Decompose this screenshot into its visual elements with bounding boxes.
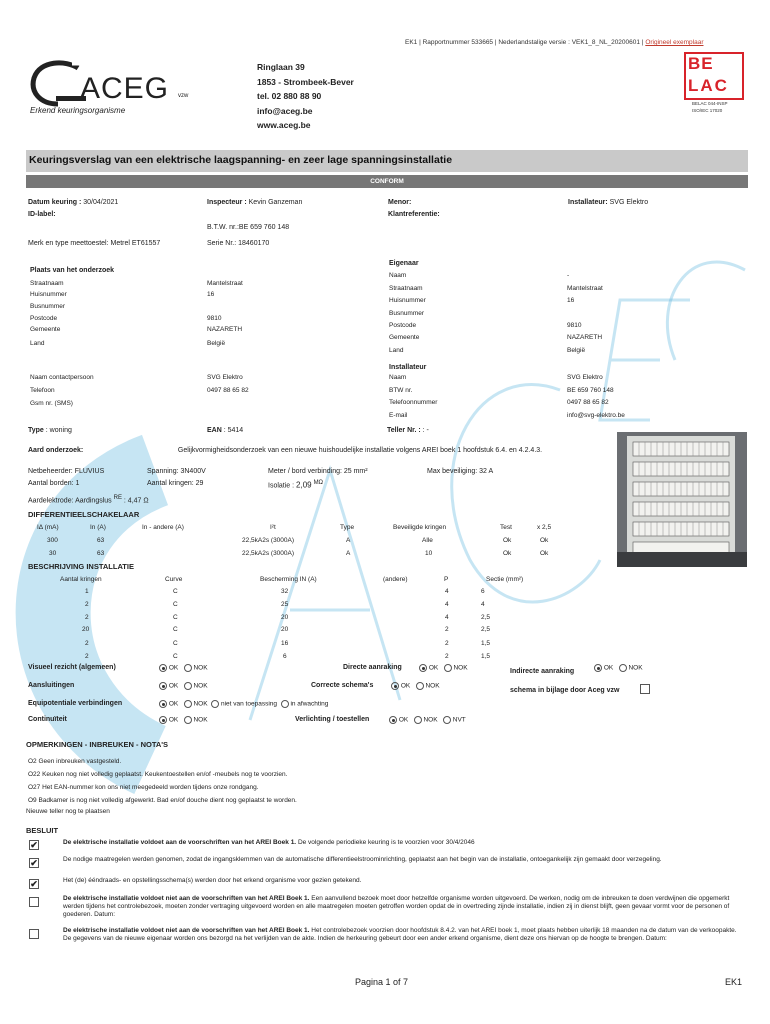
radio-indirecte-ok[interactable] [594,664,602,672]
installateur-title: Installateur [389,364,427,371]
radio-visueel-nok[interactable] [184,664,192,672]
besch-cell: 2 [445,653,449,660]
ean-label: EAN [207,427,222,434]
opmerkingen-extra: Nieuwe teller nog te plaatsen [26,808,110,815]
max-beveiliging: Max beveiliging: 32 A [427,468,494,475]
besch-cell: 6 [481,588,485,595]
besluit-item-5-bold: De elektrische installatie voldoet niet aan de voorschriften van het AREI Boek 1. [63,927,310,934]
option-ok: OK [603,664,614,672]
besch-cell: C [173,601,178,608]
diff-cell: Ok [540,550,549,557]
eigenaar-label: Huisnummer [389,297,426,304]
besluit-item-1 [63,839,743,847]
check-aansluitingen-options [159,682,208,691]
installateur-row-label: Naam [389,374,407,381]
status-label: CONFORM [370,178,404,185]
option-ok: OK [168,664,179,672]
plaats-label: Postcode [30,315,58,322]
table-row [0,614,770,622]
address-website: www.aceg.be [257,120,311,130]
electrical-panel-photo [617,432,747,567]
diff-cell: Ok [503,550,512,557]
check-directe-label: Directe aanraking [343,664,402,671]
option-nvt: NVT [452,716,466,724]
belac-small-2: ISO/IEC 17020 [692,108,723,113]
eigenaar-value: NAZARETH [567,334,603,341]
isolatie-label: Isolatie : [268,482,295,490]
teller-row [387,426,429,435]
footer-code: EK1 [725,977,743,987]
isolatie-value: 2,09 [296,480,312,490]
teller-value: : - [422,427,429,434]
diff-header: Beveiligde kringen [393,524,447,531]
radio-correcte-ok[interactable] [391,682,399,690]
report-title-bar [26,150,748,172]
besch-cell: 2 [85,640,89,647]
installateur-row-label: BTW nr. [389,387,413,394]
besch-cell: C [173,653,178,660]
belac-top: BE [688,54,714,73]
plaats-value: België [207,340,226,347]
besluit-checkbox-5[interactable] [29,929,39,939]
eigenaar-label: Naam [389,272,407,279]
radio-correcte-nok[interactable] [416,682,424,690]
type-value: : woning [45,427,72,434]
address-street: Ringlaan 39 [257,62,305,72]
diff-cell: 22,5kA2s (3000A) [242,537,295,544]
diff-header: I²t [270,524,276,531]
page-number: Pagina 1 of 7 [355,977,409,987]
besch-cell: 2,5 [481,626,491,633]
diff-header-row [0,524,770,532]
option-nok: NOK [453,664,468,672]
aarde-value: : 4,47 Ω [123,497,149,505]
option-nok: NOK [193,716,208,724]
besch-header: (andere) [383,576,408,583]
eigenaar-value: - [567,272,570,279]
besch-cell: 1,5 [481,653,491,660]
aceg-logo-mark [28,60,88,108]
isolatie-unit: MΩ [313,480,324,486]
plaats-label: Straatnaam [30,280,64,287]
list-item: O27 Het EAN-nummer kon ons niet meegedeeld worden tijdens onze rondgang. [28,784,259,791]
klant-label: Klantreferentie: [388,211,440,218]
table-row [0,626,770,634]
eigenaar-label: Land [389,347,404,354]
installateur-row-label: Telefoonnummer [389,399,438,406]
check-indirecte-label: Indirecte aanraking [510,668,575,675]
original-copy-link[interactable]: Origineel exemplaar [645,39,704,46]
besluit-checkbox-2[interactable]: ✔ [30,858,38,868]
inspecteur-label: Inspecteur : [207,199,247,206]
besluit-item-2: De nodige maatregelen werden genomen, zodat de ingangsklemmen van de automatische differentieelstroominrichting, geplaatst aan het begin van de installatie, ontoegankelijk zijn gemaakt door verzegeling. [63,856,662,863]
aceg-address [257,60,354,133]
aarde-label: Aardelektrode: [28,497,74,505]
installateur-label: Installateur: [568,199,608,206]
table-row [0,550,770,558]
radio-verlichting-ok[interactable] [389,716,397,724]
table-row [0,588,770,596]
option-niet-toepassing: niet van toepassing [220,700,277,708]
menor-label: Menor: [388,199,412,206]
datum-keuring [28,198,118,207]
isolatie [268,479,323,490]
besch-title: BESCHRIJVING INSTALLATIE [28,562,134,571]
option-ok: OK [168,716,179,724]
plaats-value: Mantelstraat [207,280,243,287]
diff-header: IΔ (mA) [37,524,59,531]
diff-header: x 2,5 [537,524,552,531]
check-aansluitingen-label: Aansluitingen [28,682,75,689]
check-directe-options [419,664,468,673]
report-meta-line [405,39,703,46]
schema-bijlage-checkbox[interactable] [640,684,650,694]
diff-cell: 10 [425,550,433,557]
besch-cell: 16 [281,640,289,647]
besch-cell: C [173,626,178,633]
serie-number: Serie Nr.: 18460170 [207,240,270,247]
list-item: O9 Badkamer is nog niet volledig afgewerkt. Bad en/of douche dient nog geplaatst te worden. [28,797,297,804]
besch-cell: C [173,640,178,647]
option-nok: NOK [193,700,208,708]
datum-value: 30/04/2021 [83,199,119,206]
besch-header: P [444,576,449,583]
address-email: info@aceg.be [257,105,313,116]
table-row [0,537,770,545]
option-ok: OK [428,664,439,672]
btw-number: B.T.W. nr.:BE 659 760 148 [207,224,290,231]
besch-cell: 6 [283,653,287,660]
aard-label: Aard onderzoek: [28,447,84,454]
eigenaar-value: Mantelstraat [567,285,603,292]
inspecteur-value: Kevin Ganzeman [248,199,303,206]
table-row [0,601,770,609]
besluit-item-1-bold: De elektrische installatie voldoet aan de voorschriften van het AREI Boek 1. [63,839,297,846]
aceg-logo [28,60,198,120]
installateur-row-label: E-mail [389,412,408,419]
check-indirecte-options [594,664,643,673]
eigenaar-label: Postcode [389,322,417,329]
installateur-value: SVG Elektro [609,199,649,206]
plaats-value: 16 [207,291,215,298]
spanning: Spanning: 3N400V [147,468,206,475]
check-visueel-options [159,664,208,673]
contact-label: Telefoon [30,387,55,394]
besch-cell: 20 [82,626,90,633]
installateur-header [568,198,648,207]
type-label: Type [28,427,44,434]
opmerkingen-title: OPMERKINGEN - INBREUKEN - NOTA'S [26,740,169,749]
option-ok: OK [168,682,179,690]
belac-small-1: BELAC 044-INSP [692,101,728,106]
option-ok: OK [398,716,409,724]
logo-vzw: vzw [178,93,189,99]
besluit-item-3: Het (de) ééndraads- en opstellingsschema(s) werden door het erkend organisme voor gezien getekend. [63,877,362,884]
check-continuiteit-label: Continuïteit [28,716,67,723]
besch-header: Sectie (mm²) [486,576,524,583]
table-row [0,640,770,648]
diff-cell: Ok [503,537,512,544]
diff-cell: A [346,537,351,544]
radio-continuiteit-ok[interactable] [159,716,167,724]
option-nok: NOK [425,682,440,690]
option-ok: OK [168,700,179,708]
besch-cell: 2 [85,653,89,660]
diff-cell: 30 [49,550,57,557]
diff-header: Type [340,524,355,531]
ean-row [207,426,243,435]
plaats-value: 9810 [207,315,222,322]
aantal-kringen: Aantal kringen: 29 [147,480,204,487]
besch-cell: 2,5 [481,614,491,621]
radio-equipotentiale-afwachting[interactable] [281,700,289,708]
check-equipotentiale-label: Equipotentiale verbindingen [28,700,123,707]
diff-title: DIFFERENTIEELSCHAKELAAR [28,510,140,519]
diff-cell: 22,5kA2s (3000A) [242,550,295,557]
address-phone: tel. 02 880 88 90 [257,91,322,101]
besch-header: Curve [165,576,183,583]
meter-bord: Meter / bord verbinding: 25 mm² [268,468,368,475]
eigenaar-title: Eigenaar [389,260,419,267]
report-meta: EK1 | Rapportnummer 533665 | Nederlandstalige versie : VEK1_8_NL_20200601 | [405,39,644,46]
besch-cell: 2 [445,626,449,633]
datum-label: Datum keuring : [28,199,82,206]
besch-cell: 1,5 [481,640,491,647]
option-nok: NOK [193,664,208,672]
besch-cell: 32 [281,588,289,595]
belac-mid: LAC [688,76,729,95]
eigenaar-label: Busnummer [389,310,425,317]
address-city: 1853 - Strombeek-Bever [257,76,354,87]
opmerkingen-list [28,755,297,807]
besch-cell: 2 [85,601,89,608]
besch-cell: 20 [281,614,289,621]
aarde-type: Aardingslus [75,497,112,505]
besluit-item-1-rest: De volgende periodieke keuring is te voorzien voor 30/4/2046 [297,839,475,846]
besluit-item-5-rest: Het controlebezoek voorzien door hoofdstuk 8.4.2. van het AREI boek 1, moet plaats hebben uiterlijk 18 maanden na de datum van de verkoopakte. De gegevens van de nieuwe eigenaar worden ons bezorgd na het verlijden van de akte. Indien de herkeuring gebeurt door een ander erkend organisme, dient deze ons hiervan op de hoogte te brengen. Datum: [63,927,737,942]
besch-cell: 4 [481,601,485,608]
check-verlichting-label: Verlichting / toestellen [295,716,370,723]
radio-equipotentiale-ok[interactable] [159,700,167,708]
eigenaar-value: België [567,347,586,354]
check-continuiteit-options [159,716,208,725]
diff-cell: A [346,550,351,557]
option-afwachting: in afwachting [290,700,329,708]
id-label: ID-label: [28,211,56,218]
aard-value: Gelijkvormigheidsonderzoek van een nieuwe huishoudelijke installatie volgens AREI boek 1 hoofdstuk 6.4. en 4.2.4.3. [177,447,543,454]
besluit-checkbox-3[interactable]: ✔ [30,879,38,889]
besluit-title: BESLUIT [26,826,59,835]
schema-bijlage-label: schema in bijlage door Aceg vzw [510,687,620,694]
eigenaar-label: Gemeente [389,334,420,341]
besch-cell: 20 [281,626,289,633]
ean-value: : 5414 [223,427,244,434]
contact-label: Naam contactpersoon [30,374,94,381]
besluit-checkbox-1[interactable]: ✔ [30,840,38,850]
radio-continuiteit-nok[interactable] [184,716,192,724]
radio-visueel-ok[interactable] [159,664,167,672]
diff-cell: 300 [47,537,58,544]
list-item: O22 Keuken nog niet volledig geplaatst. Keukentoestellen en/of -meubels nog te voorzien. [28,771,288,778]
plaats-title: Plaats van het onderzoek [30,267,115,274]
besch-table [0,588,770,668]
check-verlichting-options [389,716,466,725]
installateur-email[interactable]: info@svg-elektro.be [567,412,625,419]
diff-cell: Alle [422,537,433,544]
besluit-checkbox-4[interactable] [29,897,39,907]
aardelektrode [28,494,149,505]
radio-equipotentiale-nvt[interactable] [211,700,219,708]
eigenaar-value: 9810 [567,322,582,329]
belac-logo [684,52,744,118]
radio-verlichting-nvt[interactable] [443,716,451,724]
plaats-label: Gemeente [30,326,61,333]
radio-directe-ok[interactable] [419,664,427,672]
contact-value: SVG Elektro [207,374,243,381]
installateur-row-value: BE 659 760 148 [567,387,614,394]
diff-cell: 63 [97,550,105,557]
diff-header: In - andere (A) [142,524,184,531]
radio-aansluitingen-nok[interactable] [184,682,192,690]
eigenaar-value: 16 [567,297,575,304]
besch-cell: 2 [85,614,89,621]
diff-cell: 63 [97,537,105,544]
plaats-label: Huisnummer [30,291,67,298]
teller-label: Teller Nr. : [387,427,421,434]
option-nok: NOK [193,682,208,690]
besch-cell: 4 [445,614,449,621]
besch-cell: C [173,588,178,595]
diff-header: Test [500,524,512,531]
netbeheerder: Netbeheerder: FLUVIUS [28,468,105,475]
besch-cell: C [173,614,178,621]
table-row [0,653,770,661]
besch-header: Bescherming IN (A) [260,576,317,583]
radio-equipotentiale-nok[interactable] [184,700,192,708]
meter-type: Merk en type meettoestel: Metrel ET61557 [28,240,161,247]
check-correcte-label: Correcte schema's [311,682,374,689]
besch-cell: 25 [281,601,289,608]
besch-header-row [0,576,770,584]
plaats-value: NAZARETH [207,326,243,333]
option-nok: NOK [423,716,438,724]
report-title: Keuringsverslag van een elektrische laagspanning- en zeer lage spanningsinstallatie [29,154,453,166]
besluit-item-5 [63,927,743,943]
contact-value: 0497 88 65 82 [207,387,249,394]
check-visueel-label: Visueel rezicht (algemeen) [28,664,116,671]
option-ok: OK [400,682,411,690]
option-nok: NOK [628,664,643,672]
radio-verlichting-nok[interactable] [414,716,422,724]
aarde-re: RE [113,495,122,501]
besch-cell: 4 [445,588,449,595]
eigenaar-label: Straatnaam [389,285,423,292]
besluit-item-4-bold: De elektrische installatie voldoet niet aan de voorschriften van het AREI Boek 1. [63,895,310,902]
diff-cell: Ok [540,537,549,544]
besch-cell: 4 [445,601,449,608]
installateur-row-value: 0497 88 65 82 [567,399,609,406]
besluit-item-4 [63,895,743,919]
radio-indirecte-nok[interactable] [619,664,627,672]
logo-text: ACEG [80,72,170,105]
type-row [28,426,72,435]
inspecteur [207,198,302,207]
check-equipotentiale-options [159,700,328,709]
besch-header: Aantal kringen [60,576,102,583]
besluit-item-4-rest: Een aanvullend bezoek moet door hetzelfde organisme worden uitgevoerd. De werken, nodig om de inbreuken te doen verdwijnen die opgemerkt werden tijdens het controlebezoek, moeten zonder vertraging uitgevoerd worden en alle maatregelen moeten getroffen worden opdat de in overtreding zijnde installatie, indien zij in dienst blijft, geen gevaar vormt voor de personen of goederen. Datum: [63,895,730,918]
status-bar [26,175,748,188]
radio-aansluitingen-ok[interactable] [159,682,167,690]
besch-cell: 1 [85,588,89,595]
besch-cell: 2 [445,640,449,647]
installateur-row-value: SVG Elektro [567,374,603,381]
plaats-label: Busnummer [30,303,66,310]
check-correcte-options [391,682,440,691]
list-item: O2 Geen inbreuken vastgesteld. [28,758,122,765]
plaats-label: Land [30,340,45,347]
contact-label: Gsm nr. (SMS) [30,400,73,407]
radio-directe-nok[interactable] [444,664,452,672]
aantal-borden: Aantal borden: 1 [28,480,80,487]
diff-header: In (A) [90,524,106,531]
logo-subtitle: Erkend keuringsorganisme [30,106,126,115]
